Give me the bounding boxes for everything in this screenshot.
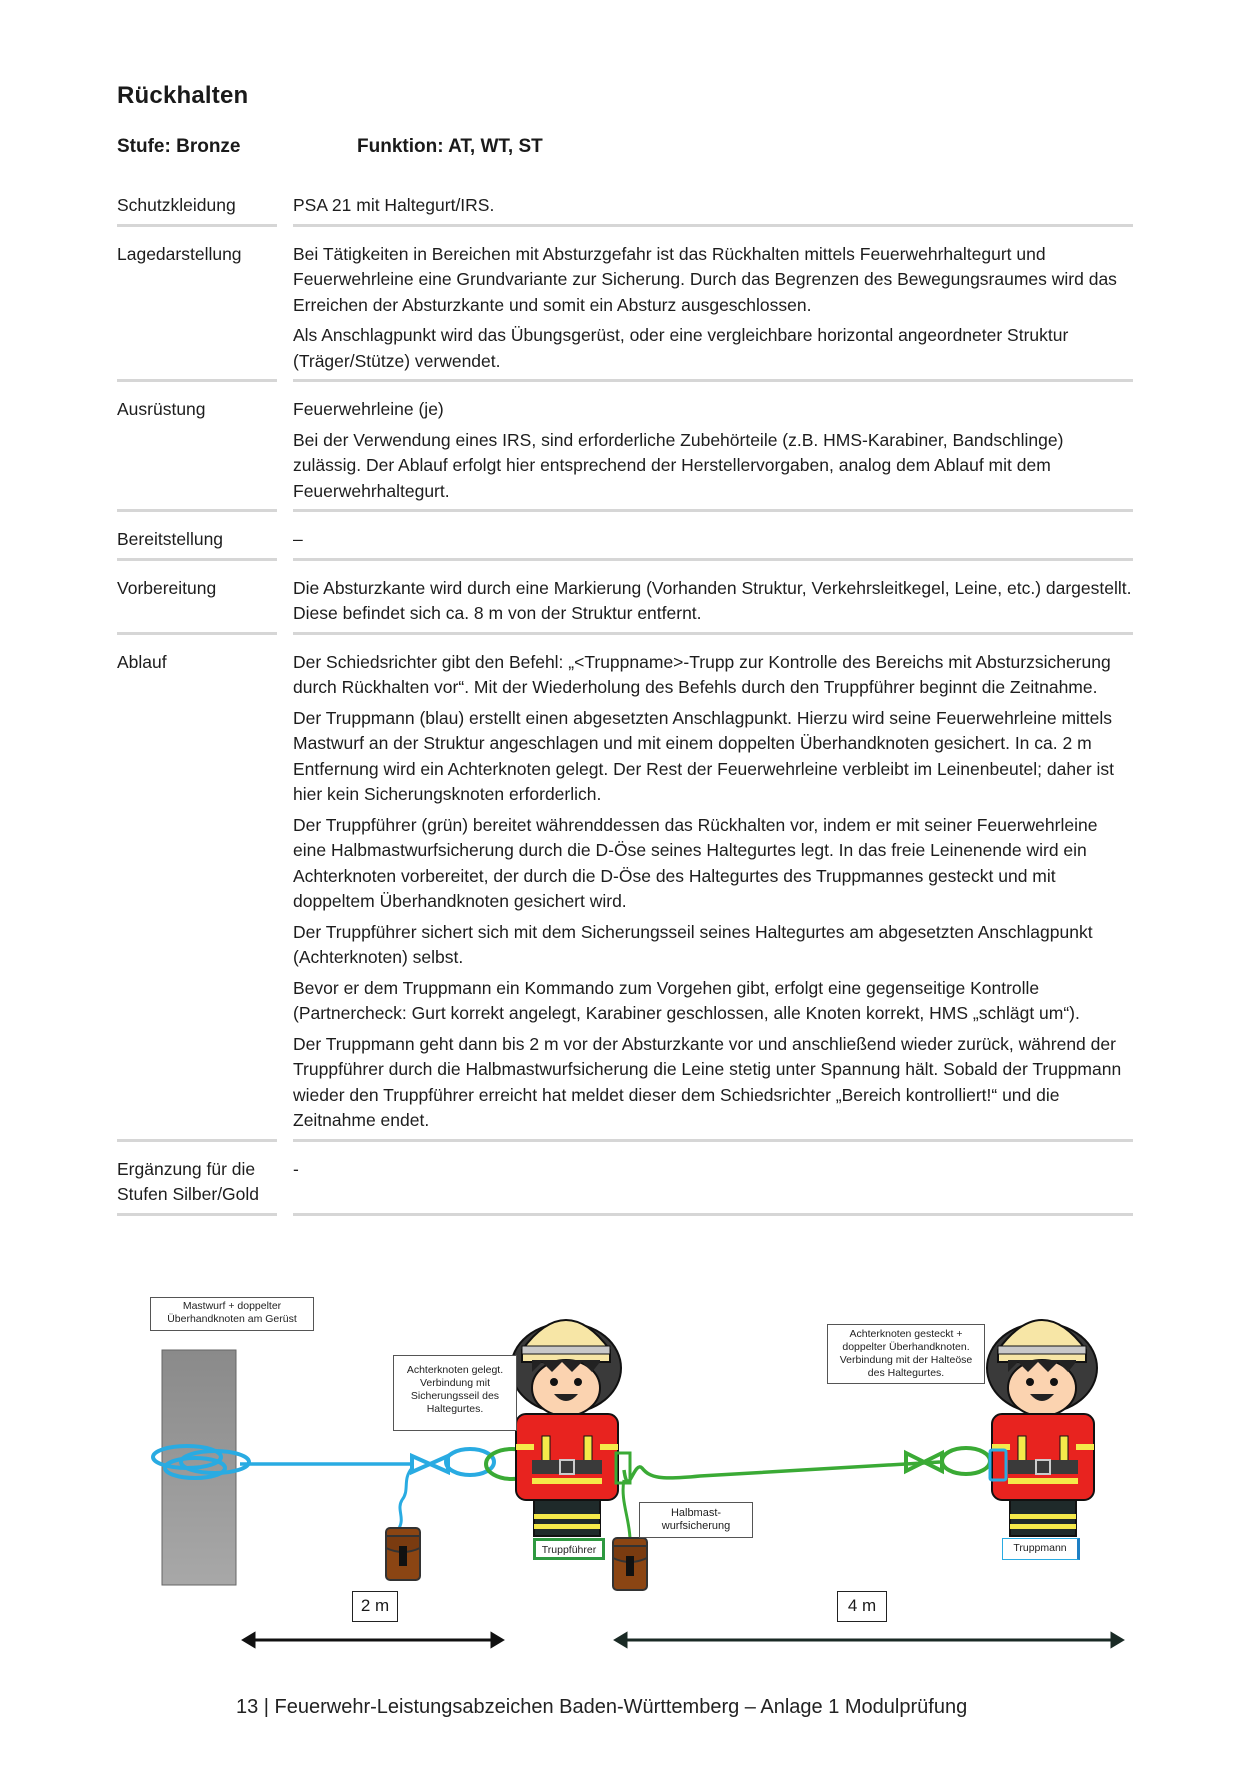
green-rope-to-bag — [623, 1480, 630, 1540]
row-paragraph: Die Absturzkante wird durch eine Markierung (Vorhanden Struktur, Verkehrsleitkegel, Leine, etc.) dargestellt. Diese befindet sich ca. 8 m von der Struktur entfernt. — [293, 577, 1132, 623]
table-row — [117, 635, 1133, 1142]
distance-arrow-left — [244, 1634, 502, 1646]
row-value — [293, 512, 1133, 561]
table-row — [117, 1142, 1133, 1216]
row-value — [293, 382, 1133, 512]
green-rope — [624, 1462, 940, 1481]
distance-label-left: 2 m — [352, 1591, 398, 1622]
table-row — [117, 512, 1133, 561]
function-label: Funktion: AT, WT, ST — [357, 136, 543, 157]
level-label: Stufe: Bronze — [117, 136, 241, 157]
table-row — [117, 227, 1133, 383]
callout-achterknoten-gelegt: Achterknoten gelegt. Verbindung mit Sicherungsseil des Haltegurtes. — [393, 1355, 517, 1431]
row-paragraph: Der Schiedsrichter gibt den Befehl: „<Truppname>-Trupp zur Kontrolle des Bereichs mit Absturzsicherung durch Rückhalten vor“. Mit der Wiederholung des Befehls durch den Truppführer beginnt die Zeitnahme. — [293, 651, 1111, 697]
row-label: Schutzkleidung — [117, 193, 277, 227]
row-value — [293, 635, 1133, 1142]
role-label-member: Truppmann — [1002, 1538, 1080, 1560]
row-value — [293, 1142, 1133, 1216]
firefighter-member-figure — [987, 1320, 1097, 1536]
rope-bag-icon — [386, 1528, 420, 1580]
row-paragraph: PSA 21 mit Haltegurt/IRS. — [293, 195, 495, 215]
info-table — [117, 193, 1133, 1216]
row-paragraph: Der Truppführer sichert sich mit dem Sicherungsseil seines Haltegurtes am abgesetzten Anschlagpunkt (Achterknoten) selbst. — [293, 921, 1093, 967]
row-paragraph: Bei Tätigkeiten in Bereichen mit Absturzgefahr ist das Rückhalten mittels Feuerwehrhaltegurt und Feuerwehrleine eine Grundvariante zur Sicherung. Durch das Begrenzen des Bewegungsraumes wird das Erreichen der Absturzkante und somit ein Absturz ausgeschlossen. — [293, 243, 1117, 315]
page-footer: 13 | Feuerwehr-Leistungsabzeichen Baden-Württemberg – Anlage 1 Modulprüfung — [236, 1696, 968, 1718]
row-label: Ergänzung für die Stufen Silber/Gold — [117, 1142, 277, 1216]
rope-bag-icon — [613, 1538, 647, 1590]
row-paragraph: – — [293, 529, 303, 549]
role-label-leader: Truppführer — [533, 1538, 605, 1560]
achterknoten-blue-icon — [412, 1449, 494, 1475]
distance-arrow-right — [616, 1634, 1122, 1646]
row-label: Lagedarstellung — [117, 227, 277, 383]
blue-rope-to-bag — [398, 1468, 412, 1530]
row-paragraph: Der Truppführer (grün) bereitet währenddessen das Rückhalten vor, indem er mit seiner Feuerwehrleine eine Halbmastwurfsicherung durch die D-Öse seines Haltegurtes legt. In das freie Leinenende wird ein Achterknoten vorbereitet, der durch die D-Öse des Haltegurtes des Truppmannes gesteckt und mit doppeltem Überhandknoten gesichert wird. — [293, 814, 1098, 911]
firefighter-leader-figure — [511, 1320, 621, 1536]
row-value — [293, 227, 1133, 383]
table-row — [117, 193, 1133, 227]
row-paragraph: - — [293, 1158, 299, 1179]
row-label: Ausrüstung — [117, 382, 277, 512]
procedure-diagram — [140, 1290, 1130, 1660]
table-row — [117, 382, 1133, 512]
achterknoten-green-icon — [906, 1448, 990, 1474]
row-paragraph: Bevor er dem Truppmann ein Kommando zum Vorgehen gibt, erfolgt eine gegenseitige Kontrolle (Partnercheck: Gurt korrekt angelegt, Karabiner geschlossen, alle Knoten korrekt, HMS „schlägt um“). — [293, 977, 1080, 1023]
row-paragraph: Der Truppmann geht dann bis 2 m vor der Absturzkante vor und anschließend wieder zurück, während der Truppführer durch die Halbmastwurfsicherung die Leine stetig unter Spannung hält. Sobald der Truppmann wieder den Truppführer erreicht hat meldet dieser dem Schiedsrichter „Bereich kontrolliert!“ und die Zeitnahme endet. — [293, 1033, 1122, 1130]
distance-label-right: 4 m — [837, 1591, 887, 1622]
row-paragraph: Bei der Verwendung eines IRS, sind erforderliche Zubehörteile (z.B. HMS-Karabiner, Bandschlinge) zulässig. Der Ablauf erfolgt hier entsprechend der Herstellervorgaben, analog dem Ablauf mit dem Feuerwehrhaltegurt. — [293, 429, 1064, 501]
row-paragraph: Feuerwehrleine (je) — [293, 399, 444, 419]
row-label: Ablauf — [117, 635, 277, 1142]
table-row — [117, 561, 1133, 635]
row-value — [293, 561, 1133, 635]
row-label: Vorbereitung — [117, 561, 277, 635]
row-value — [293, 193, 1133, 227]
page-title: Rückhalten — [117, 82, 249, 109]
callout-halbmastwurfsicherung: Halbmast-wurfsicherung — [639, 1502, 753, 1538]
callout-mastwurf: Mastwurf + doppelter Überhandknoten am Gerüst — [150, 1297, 314, 1331]
callout-achterknoten-gesteckt: Achterknoten gesteckt + doppelter Überhandknoten. Verbindung mit der Halteöse des Haltegurtes. — [827, 1324, 985, 1384]
row-label: Bereitstellung — [117, 512, 277, 561]
row-paragraph: Als Anschlagpunkt wird das Übungsgerüst, oder eine vergleichbare horizontal angeordneter Struktur (Träger/Stütze) verwendet. — [293, 325, 1069, 371]
row-paragraph: Der Truppmann (blau) erstellt einen abgesetzten Anschlagpunkt. Hierzu wird seine Feuerwehrleine mittels Mastwurf an der Struktur angeschlagen und mit einem doppelten Überhandknoten gesichert. In ca. 2 m Entfernung wird ein Achterknoten gelegt. Der Rest der Feuerwehrleine verbleibt im Leinenbeutel; daher ist hier kein Sicherungsknoten erforderlich. — [293, 707, 1115, 804]
